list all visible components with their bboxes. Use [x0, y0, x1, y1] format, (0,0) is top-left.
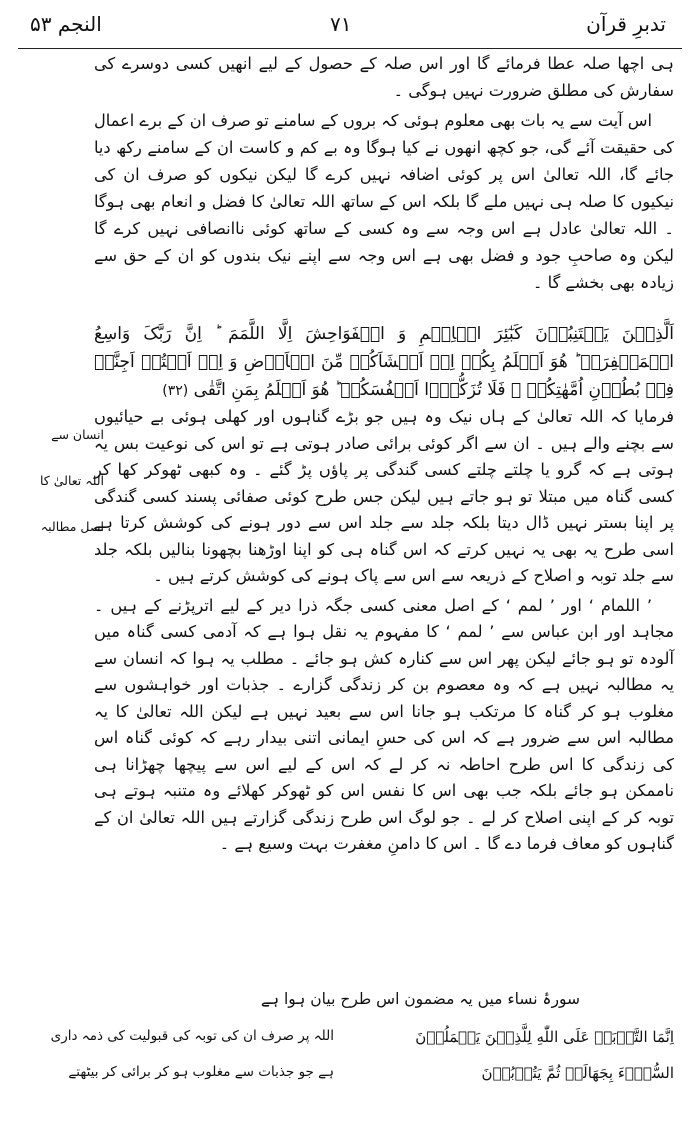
- paragraph: فرمایا کہ اللہ تعالیٰ کے ہاں نیک وہ ہیں جو بڑے گناہوں اور کھلی ہوئی بے حیائیوں سے بچنے والے ہیں ۔ ان سے اگر کوئی برائی صادر ہوتی ہے تو اس کی نوعیت بس یہ ہوتی ہے کہ گرو یا چلتے چلتے کسی گندگی پر پاؤں پڑ گئے ۔ وہ کبھی ٹھوکر کھا کر کسی گناہ میں مبتلا تو ہو جاتے ہیں لیکن جس طرح کوئی صفائی پسند کسی گندگی پر اپنا بستر نہیں ڈال دیتا بلکہ جلد سے جلد اس سے دور ہونے کی کوشش کرتا ہے اسی طرح یہ بھی یہ نہیں کرتے کہ اس گناہ ہی کو اپنا اوڑھنا بچھونا بنالیں بلکہ جلد سے جلد توبہ و اصلاح کے ذریعہ سے اس سے پاک ہونے کی کوشش کرتے ہیں ۔: [94, 407, 674, 585]
- margin-note-line: اللہ تعالیٰ کا: [40, 473, 104, 488]
- verse-text: اَلَّذِیۡنَ یَجۡتَنِبُوۡنَ کَبٰٓئِرَ الۡاِثۡمِ وَ الۡفَوَاحِشَ اِلَّا اللَّمَمَ ؕ اِنَّ رَبَّکَ وَاسِعُ الۡمَغۡفِرَۃِ ؕ هُوَ اَعۡلَمُ بِکُمۡ اِذۡ اَنۡشَاَکُمۡ مِّنَ الۡاَرۡضِ وَ اِذۡ اَنۡتُمۡ اَجِنَّۃٌ فِیۡ بُطُوۡنِ اُمَّهٰتِکُمۡ ۚ فَلَا تُزَکُّوۡۤا اَنۡفُسَکُمۡ ؕ هُوَ اَعۡلَمُ بِمَنِ اتَّقٰی: [94, 324, 674, 400]
- surah-label: النجم ۵۳: [30, 12, 102, 36]
- commentary-middle: [94, 404, 674, 861]
- paragraph: ’ اللمام ‘ اور ’ لمم ‘ کے اصل معنی کسی جگہ ذرا دیر کے لیے اترپڑنے کے ہیں ۔ مجاہد اور ابن عباس سے ’ لمم ‘ کا مفہوم یہ نقل ہوا ہے کہ آدمی کسی گناہ میں آلودہ تو ہو جائے لیکن پھر اس سے کنارہ کش ہو جائے ۔ مطلب یہ ہوا کہ انسان سے یہ مطالبہ نہیں ہے کہ وہ معصوم بن کر زندگی گزارے ۔ جذبات اور خواہشوں سے مغلوب ہو کر گناہ کا مرتکب ہو جانا اس سے بعید نہیں ہے لیکن اللہ تعالیٰ کا یہ مطالبہ اس سے ضرور ہے کہ اس کی حسِ ایمانی اتنی بیدار رہے کہ کوئی گناہ اس کی زندگی کا اس طرح احاطہ نہ کر لے کہ اس کے لیے اس سے پیچھا چھڑانا ہی ناممکن ہو جائے بلکہ جب بھی اس کا نفس اس کو ٹھوکر کھلائے وہ متنبہ ہوتے ہی توبہ کر کے اپنی اصلاح کر لے ۔ جو لوگ اس طرح زندگی گزارتے ہیں اللہ تعالیٰ ان کے گناہوں کو معاف فرما دے گا ۔ اس کا دامنِ مغفرت بہت وسیع ہے ۔: [94, 595, 674, 853]
- quran-verse: [94, 320, 674, 405]
- arabic-text: اِنَّمَا التَّوۡبَۃُ عَلَی اللّٰهِ لِلَّذِیۡنَ یَعۡمَلُوۡنَ: [415, 1028, 674, 1046]
- verse-row: [34, 1064, 674, 1100]
- translation-text: ہے جو جذبات سے مغلوب ہو کر برائی کر بیٹھتے: [68, 1064, 334, 1080]
- translation-text: اللہ پر صرف ان کی توبہ کی قبولیت کی ذمہ داری: [50, 1028, 334, 1044]
- page-header: [0, 6, 700, 46]
- verse-row: [34, 1028, 674, 1064]
- margin-note-line: اصل مطالبہ: [40, 519, 104, 534]
- commentary-top: [94, 50, 674, 299]
- margin-note-line: انسان سے: [51, 427, 104, 442]
- paragraph: ہی اچھا صلہ عطا فرمائے گا اور اس صلہ کے حصول کے لیے انھیں کسی دوسرے کی سفارش کی مطلق ضرورت نہیں ہوگی ۔: [94, 54, 674, 100]
- arabic-text: السُّوۡٓءَ بِجَهَالَۃٍ ثُمَّ یَتُوۡبُوۡنَ: [481, 1064, 674, 1082]
- header-rule: [18, 48, 682, 49]
- verse-number: (۳۲): [162, 383, 189, 399]
- bottom-verse: [34, 1028, 674, 1118]
- intro-line: سورۂ نساء میں یہ مضمون اس طرح بیان ہوا ہے: [260, 990, 580, 1008]
- paragraph: اس آیت سے یہ بات بھی معلوم ہوئی کہ بروں کے سامنے تو صرف ان کے برے اعمال کی حقیقت آئے گی، جو کچھ انھوں نے کیا ہوگا وہ بے کم و کاست ان کے سامنے رکھ دیا جائے گا، اللہ تعالیٰ اس پر کوئی اضافہ نہیں کرے گا لیکن نیکوں کو صرف ان کی نیکیوں کا صلہ ہی نہیں ملے گا بلکہ اس کے ساتھ اللہ تعالیٰ کا فضل و انعام بھی ہوگا ۔ اللہ تعالیٰ عادل ہے اس وجہ سے وہ کسی کے ساتھ کوئی ناانصافی نہیں کرے گا لیکن وہ صاحبِ جود و فضل بھی ہے اس وجہ سے اپنے نیک بندوں کو ان کے حق سے زیادہ بھی بخشے گا ۔: [94, 111, 674, 292]
- margin-note: [14, 412, 104, 550]
- book-title: تدبرِ قرآن: [586, 12, 666, 36]
- page-number: ۷۱: [330, 12, 352, 36]
